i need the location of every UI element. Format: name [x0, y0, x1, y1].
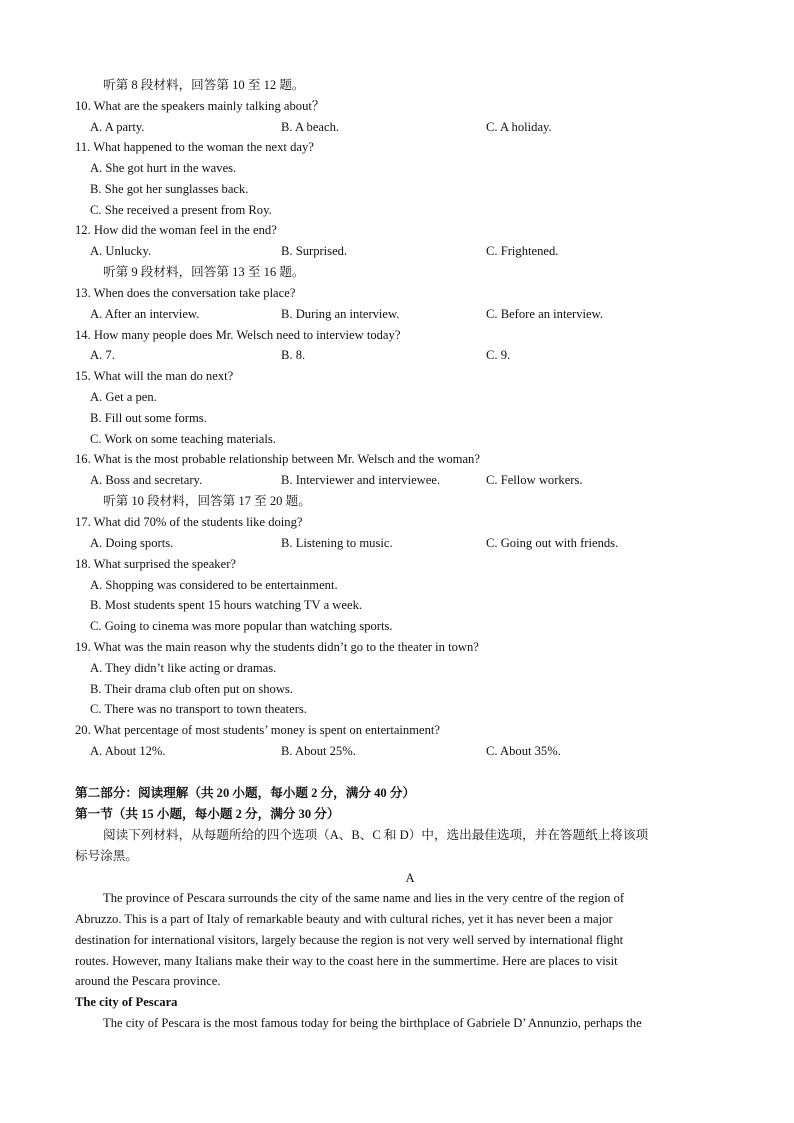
section-10-instruction: 听第 10 段材料，回答第 17 至 20 题。: [103, 494, 311, 508]
option-b: B. Their drama club often put on shows.: [90, 682, 293, 696]
option-a: A. They didn’t like acting or dramas.: [90, 661, 277, 675]
question-14: 14. How many people does Mr. Welsch need to interview today?: [75, 328, 401, 342]
option-a: A. Unlucky.: [90, 244, 152, 258]
option-b: B. 8.: [281, 348, 306, 362]
option-b: B. During an interview.: [281, 307, 400, 321]
para1-line5: around the Pescara province.: [75, 974, 221, 988]
option-a: A. After an interview.: [90, 307, 200, 321]
question-15: 15. What will the man do next?: [75, 369, 234, 383]
option-a: A. Doing sports.: [90, 536, 174, 550]
option-a: A. A party.: [90, 120, 145, 134]
question-10: 10. What are the speakers mainly talking about？: [75, 99, 325, 113]
question-13: 13. When does the conversation take place?: [75, 286, 296, 300]
para1-line4: routes. However, many Italians make their way to the coast here in the summertime. Here are places to visit: [75, 954, 618, 968]
section-8-instruction: 听第 8 段材料，回答第 10 至 12 题。: [103, 78, 305, 92]
question-13-options: [90, 304, 736, 325]
option-a: A. Boss and secretary.: [90, 473, 203, 487]
question-19: 19. What was the main reason why the students didn’t go to the theater in town?: [75, 640, 479, 654]
section-1-heading: 第一节（共 15 小题，每小题 2 分，满分 30 分）: [75, 807, 340, 821]
option-c: C. Going to cinema was more popular than watching sports.: [90, 619, 393, 633]
option-c: C. 9.: [486, 348, 511, 362]
option-c: C. Fellow workers.: [486, 473, 583, 487]
question-17-options: [90, 533, 736, 554]
question-18: 18. What surprised the speaker?: [75, 557, 236, 571]
section-9-instruction: 听第 9 段材料，回答第 13 至 16 题。: [103, 265, 305, 279]
option-c: C. There was no transport to town theaters.: [90, 702, 307, 716]
option-b: B. A beach.: [281, 120, 340, 134]
question-16: 16. What is the most probable relationship between Mr. Welsch and the woman?: [75, 452, 480, 466]
option-c: C. Before an interview.: [486, 307, 604, 321]
option-a: A. 7.: [90, 348, 115, 362]
question-14-options: [90, 345, 736, 366]
option-c: C. Frightened.: [486, 244, 559, 258]
question-10-options: [90, 117, 736, 138]
option-b: B. She got her sunglasses back.: [90, 182, 249, 196]
question-12-options: [90, 241, 736, 262]
para1-line2: Abruzzo. This is a part of Italy of remarkable beauty and with cultural riches, yet it has never been a major: [75, 912, 613, 926]
option-c: C. About 35%.: [486, 744, 561, 758]
option-a: A. Shopping was considered to be entertainment.: [90, 578, 338, 592]
question-17: 17. What did 70% of the students like doing?: [75, 515, 303, 529]
question-20-options: [90, 741, 736, 762]
option-b: B. About 25%.: [281, 744, 356, 758]
option-c: C. Going out with friends.: [486, 536, 619, 550]
option-c: C. Work on some teaching materials.: [90, 432, 276, 446]
para1-line3: destination for international visitors, largely because the region is not very well served by international flight: [75, 933, 624, 947]
reading-instruction-line1: 阅读下列材料，从每题所给的四个选项（A、B、C 和 D）中，选出最佳选项，并在答题纸上将该项: [103, 828, 649, 842]
question-12: 12. How did the woman feel in the end?: [75, 223, 277, 237]
option-a: A. She got hurt in the waves.: [90, 161, 237, 175]
option-b: B. Most students spent 15 hours watching TV a week.: [90, 598, 363, 612]
question-16-options: [90, 470, 736, 491]
para2-line1: The city of Pescara is the most famous today for being the birthplace of Gabriele D’ Annunzio, perhaps the: [103, 1016, 642, 1030]
option-b: B. Listening to music.: [281, 536, 393, 550]
question-20: 20. What percentage of most students’ money is spent on entertainment?: [75, 723, 441, 737]
option-b: B. Surprised.: [281, 244, 348, 258]
passage-label: A: [405, 871, 415, 885]
option-a: A. About 12%.: [90, 744, 166, 758]
question-11: 11. What happened to the woman the next day?: [75, 140, 314, 154]
option-b: B. Interviewer and interviewee.: [281, 473, 441, 487]
option-c: C. A holiday.: [486, 120, 552, 134]
option-b: B. Fill out some forms.: [90, 411, 207, 425]
subsection-title: The city of Pescara: [75, 995, 178, 1009]
option-c: C. She received a present from Roy.: [90, 203, 272, 217]
part-2-heading: 第二部分：阅读理解（共 20 小题，每小题 2 分，满分 40 分）: [75, 786, 416, 800]
reading-instruction-line2: 标号涂黑。: [75, 849, 138, 863]
option-a: A. Get a pen.: [90, 390, 157, 404]
para1-line1: The province of Pescara surrounds the city of the same name and lies in the very centre of the region of: [103, 891, 625, 905]
